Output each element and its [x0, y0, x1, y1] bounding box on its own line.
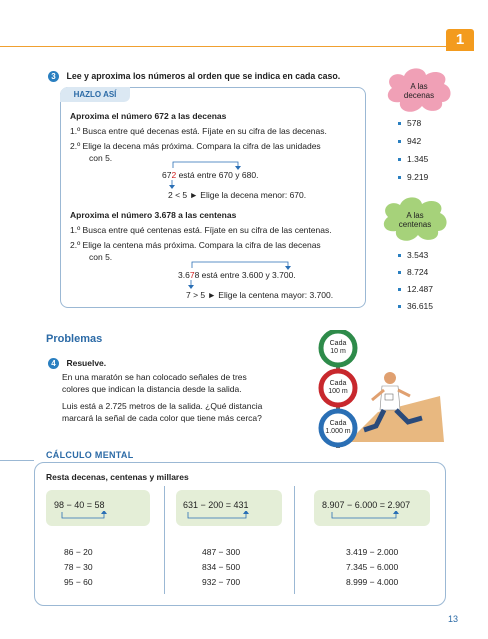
- exercise-item: 95 − 60: [64, 577, 93, 587]
- exercise-4-header: [48, 353, 106, 371]
- exercise-number-badge: 4: [48, 358, 59, 369]
- decenas-list: [398, 118, 428, 190]
- exercise-item: 3.419 − 2.000: [346, 547, 399, 557]
- unit-tab: 1: [446, 29, 474, 51]
- example-arrow-2: [186, 511, 256, 523]
- example2-step2b: con 5.: [89, 252, 113, 262]
- centenas-list: [398, 250, 433, 318]
- column-divider: [164, 486, 165, 594]
- problem-text-2: Luis está a 2.725 metros de la salida. ¿Qué distancia marcará la señal de cada color que tiene más cerca?: [62, 401, 263, 423]
- calc-left-rule: [0, 460, 34, 461]
- exercise-4-instruction: Resuelve.: [66, 358, 107, 368]
- example1-step2a: 2.º Elige la decena más próxima. Compara la cifra de las unidades: [70, 141, 321, 151]
- exercise-3-instruction: Lee y aproxima los números al orden que se indica en cada caso.: [66, 71, 341, 81]
- example-equation-1: 98 − 40 = 58: [54, 500, 105, 510]
- hazlo-asi-label: HAZLO ASÍ: [60, 87, 130, 102]
- sign-green: Cada 10 m: [329, 340, 347, 355]
- calculo-mental-title: CÁLCULO MENTAL: [46, 450, 134, 460]
- example-equation-2: 631 − 200 = 431: [183, 500, 249, 510]
- example2-title: Aproxima el número 3.678 a las centenas: [70, 210, 237, 220]
- example1-line1: 672 está entre 670 y 680.: [162, 170, 259, 180]
- exercise-item: 78 − 30: [64, 562, 93, 572]
- header-rule: [0, 46, 446, 47]
- example2-line2: 7 > 5 ► Elige la centena mayor: 3.700.: [186, 290, 334, 300]
- exercise-item: 487 − 300: [202, 547, 241, 557]
- example1-title: Aproxima el número 672 a las decenas: [70, 111, 227, 121]
- example1-line2: 2 < 5 ► Elige la decena menor: 670.: [168, 190, 307, 200]
- exercise-number-badge: 3: [48, 71, 59, 82]
- sign-red: Cada 100 m: [328, 380, 348, 395]
- problemas-heading: Problemas: [46, 333, 103, 345]
- example2-step1: 1.º Busca entre qué centenas está. Fíjate en su cifra de las centenas.: [70, 225, 332, 235]
- page-number: 13: [448, 614, 459, 624]
- example2-step2a: 2.º Elige la centena más próxima. Compara la cifra de las decenas: [70, 240, 321, 250]
- problem-text-1: En una maratón se han colocado señales de tres colores que indican la distancia desde la salida.: [62, 372, 247, 394]
- example-arrow-1: [60, 511, 110, 523]
- list-item: 8.724: [398, 267, 433, 284]
- list-item: 12.487: [398, 284, 433, 301]
- exercise-item: 932 − 700: [202, 577, 241, 587]
- exercise-item: 86 − 20: [64, 547, 93, 557]
- list-item: 1.345: [398, 154, 428, 172]
- calculo-subtitle: Resta decenas, centenas y millares: [46, 472, 189, 482]
- exercise-item: 834 − 500: [202, 562, 241, 572]
- list-item: 36.615: [398, 301, 433, 318]
- example-equation-3: 8.907 − 6.000 = 2.907: [322, 500, 411, 510]
- column-divider: [294, 486, 295, 594]
- list-item: 942: [398, 136, 428, 154]
- exercise-item: 8.999 − 4.000: [346, 577, 399, 587]
- centenas-label: A las centenas: [398, 211, 432, 229]
- exercise-3-header: [48, 66, 340, 84]
- list-item: 9.219: [398, 172, 428, 190]
- list-item: 578: [398, 118, 428, 136]
- example-arrow-3: [330, 511, 410, 523]
- example1-step2b: con 5.: [89, 153, 113, 163]
- example1-step1: 1.º Busca entre qué decenas está. Fíjate en su cifra de las decenas.: [70, 126, 327, 136]
- sign-blue: Cada 1.000 m: [325, 420, 351, 435]
- list-item: 3.543: [398, 250, 433, 267]
- example2-line1: 3.678 está entre 3.600 y 3.700.: [178, 270, 296, 280]
- decenas-label: A las decenas: [403, 82, 435, 100]
- exercise-item: 7.345 − 6.000: [346, 562, 399, 572]
